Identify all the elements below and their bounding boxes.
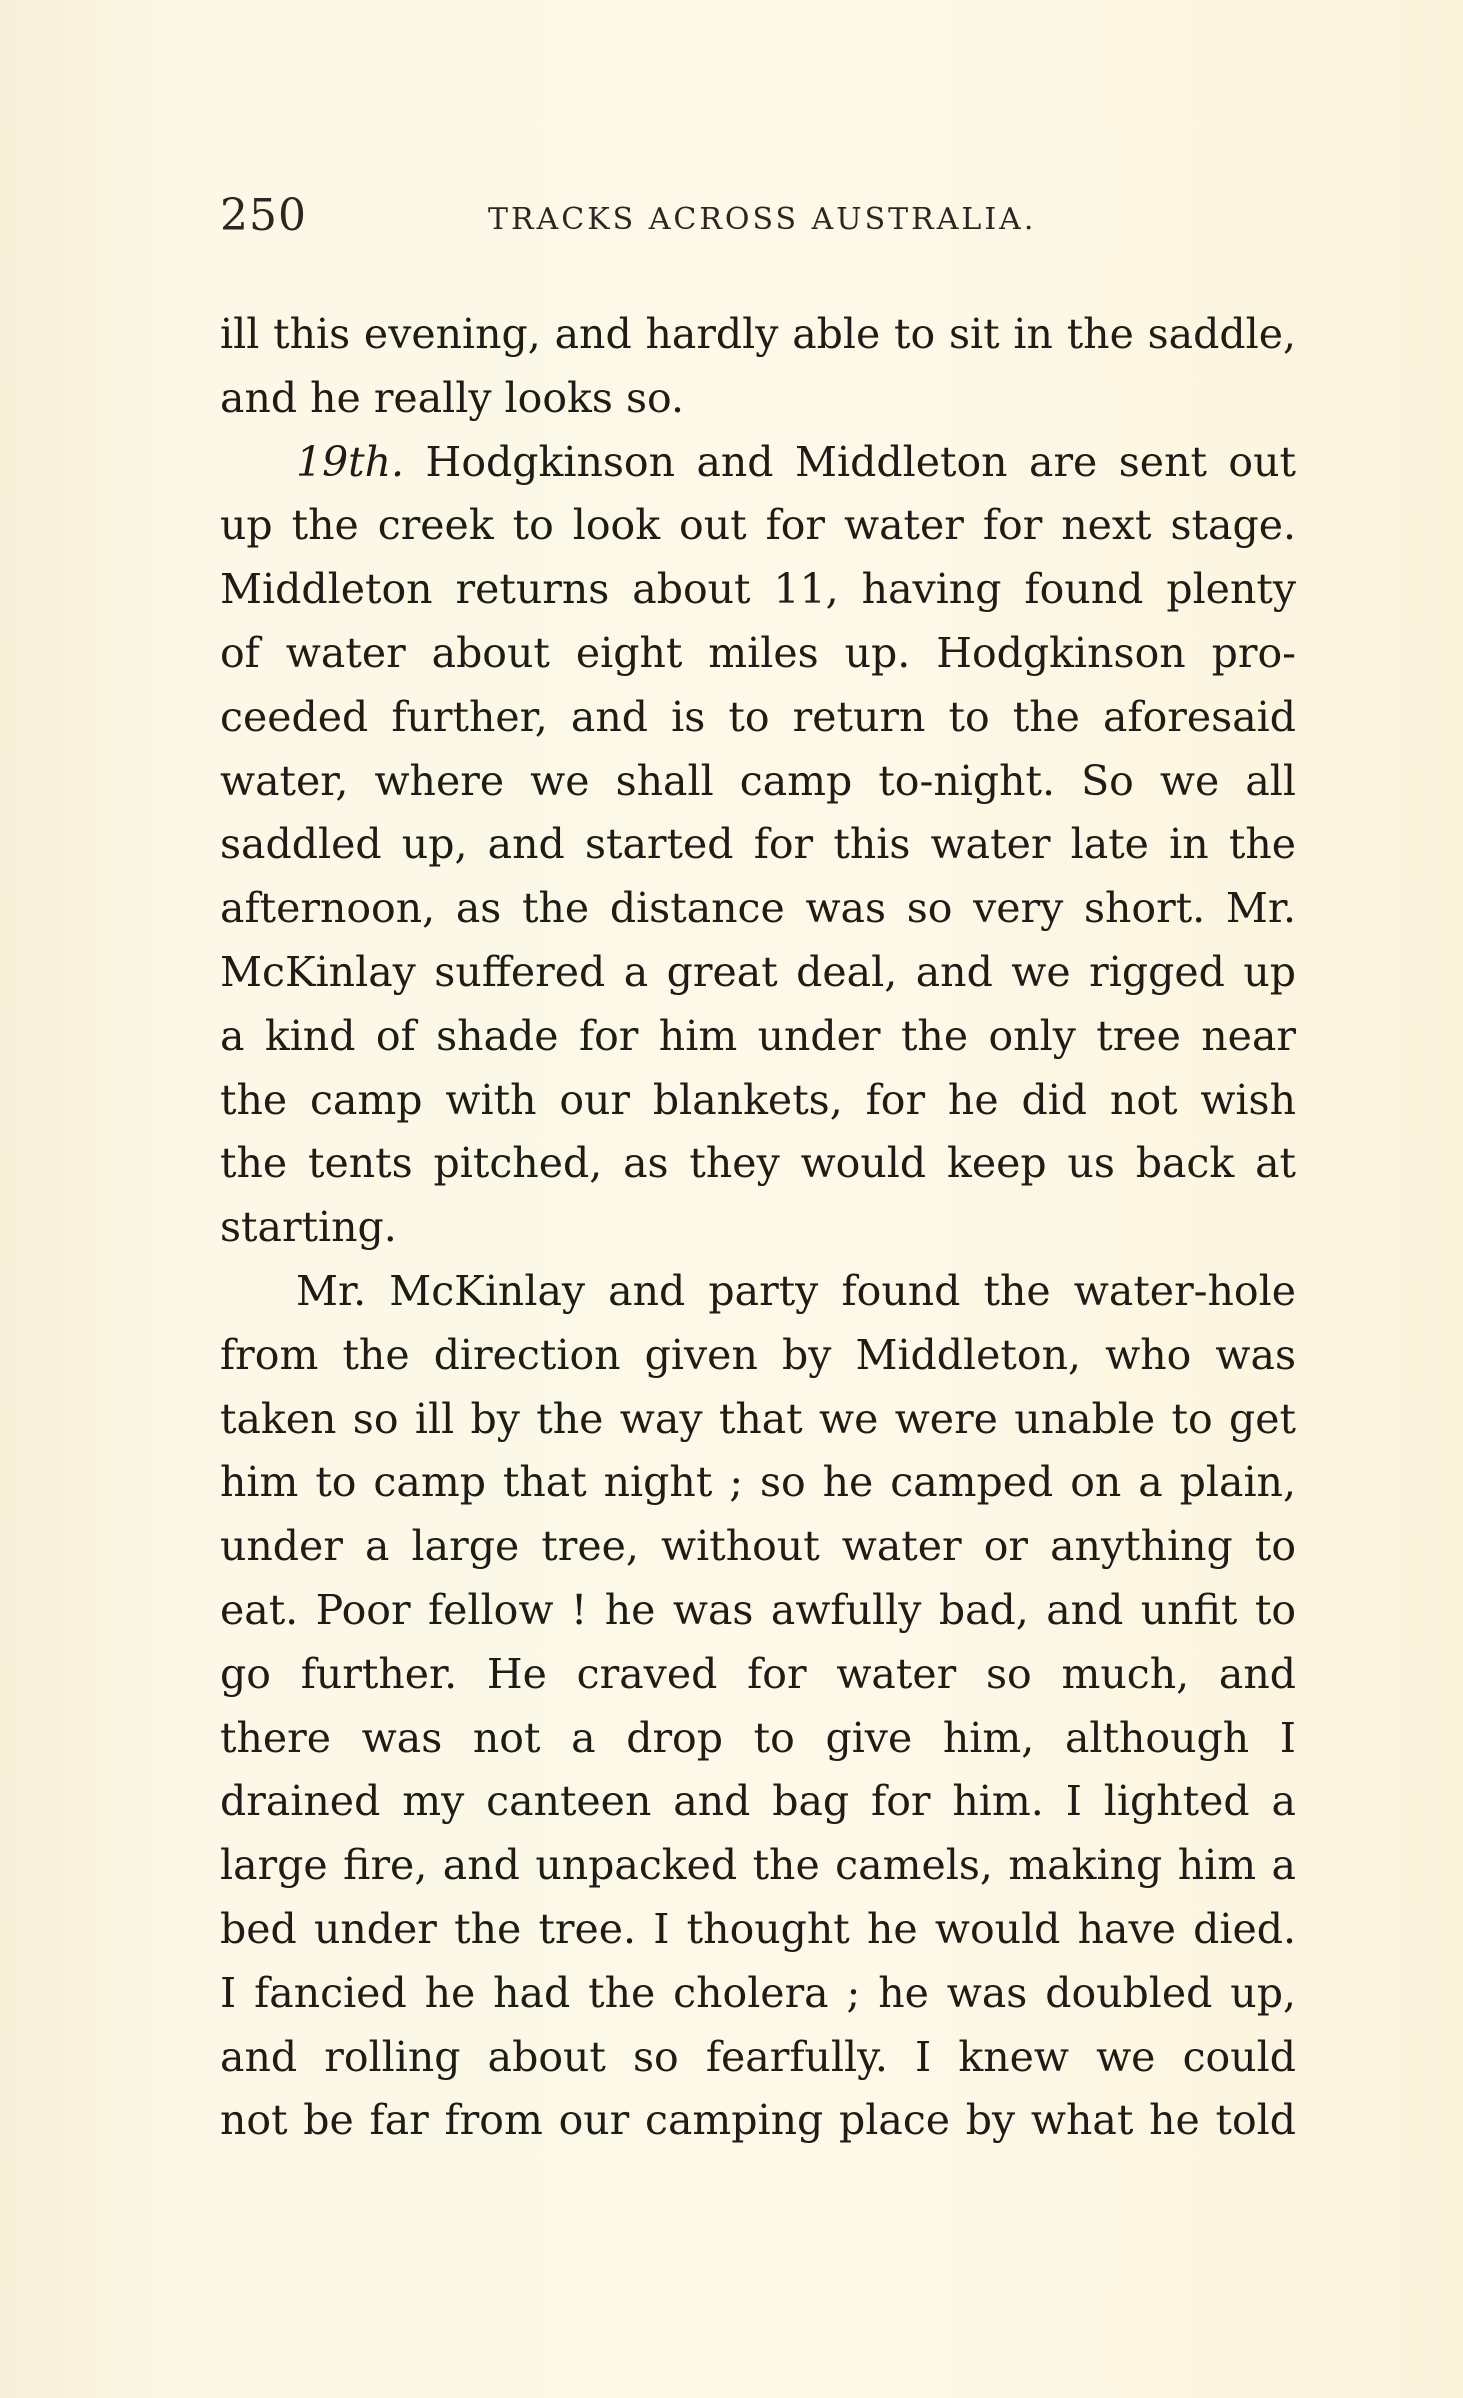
text-line: starting.	[220, 1203, 397, 1252]
text-line: large fire, and unpacked the camels, making him a	[220, 1841, 1296, 1890]
text-line: and rolling about so fearfully. I knew we could	[220, 2032, 1296, 2081]
text-line: McKinlay suffered a great deal, and we rigged up	[220, 947, 1296, 996]
text-line: afternoon, as the distance was so very short. Mr.	[220, 884, 1296, 933]
text-line: drained my canteen and bag for him. I lighted a	[220, 1777, 1296, 1826]
body-text	[220, 303, 1296, 2153]
text-line: Middleton returns about 11, having found plenty	[220, 565, 1296, 614]
text-line: from the direction given by Middleton, who was	[220, 1330, 1296, 1379]
text-line: bed under the tree. I thought he would have died.	[220, 1904, 1296, 1953]
text-line: go further. He craved for water so much, and	[220, 1649, 1296, 1698]
text-line: of water about eight miles up. Hodgkinson pro-	[220, 628, 1296, 677]
text-line: water, where we shall camp to-night. So we all	[220, 756, 1296, 805]
page-header	[220, 190, 1300, 250]
running-title: TRACKS ACROSS AUSTRALIA.	[488, 202, 1037, 237]
text-line: eat. Poor fellow ! he was awfully bad, and unfit to	[220, 1585, 1296, 1634]
text-line: there was not a drop to give him, although I	[220, 1713, 1296, 1762]
text-line: up the creek to look out for water for next stage.	[220, 501, 1296, 550]
text-line: the camp with our blankets, for he did not wish	[220, 1075, 1296, 1124]
text-line: taken so ill by the way that we were unable to get	[220, 1394, 1296, 1443]
text-line: ceeded further, and is to return to the aforesaid	[220, 692, 1296, 741]
text-line: a kind of shade for him under the only tree near	[220, 1011, 1296, 1060]
text-line: saddled up, and started for this water late in the	[220, 820, 1296, 869]
text-line: under a large tree, without water or anything to	[220, 1522, 1296, 1571]
page-number: 250	[220, 190, 307, 241]
text-line: I fancied he had the cholera ; he was doubled up,	[220, 1968, 1296, 2017]
text-line: ill this evening, and hardly able to sit in the saddle,	[220, 310, 1296, 358]
text-line: the tents pitched, as they would keep us back at	[220, 1139, 1296, 1188]
text-line: him to camp that night ; so he camped on a plain,	[220, 1458, 1296, 1507]
text-line-rest: Hodgkinson and Middleton are sent out	[404, 437, 1296, 486]
text-line: Mr. McKinlay and party found the water-hole	[296, 1266, 1296, 1315]
text-line: not be far from our camping place by what he told	[220, 2096, 1296, 2145]
date-label: 19th.	[296, 437, 405, 486]
text-line	[220, 431, 1296, 495]
text-line: and he really looks so.	[220, 373, 684, 422]
